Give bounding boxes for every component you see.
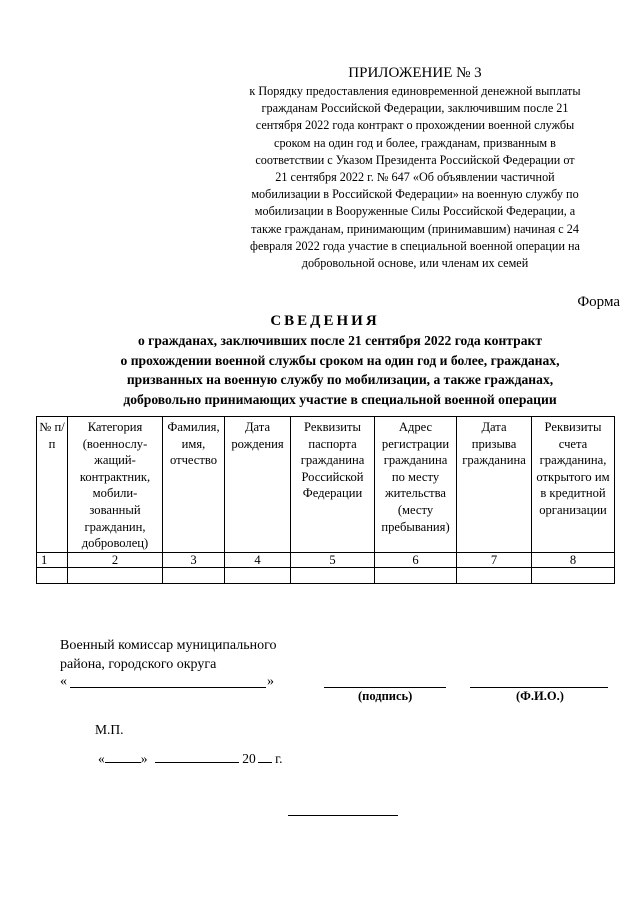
district-close-quote: » [267,674,274,689]
column-number: 1 [37,553,68,568]
column-number: 3 [163,553,225,568]
header-cell-number: № п/п [37,417,68,553]
column-number: 8 [532,553,615,568]
table-row [37,568,615,584]
header-cell-passport: Реквизиты паспорта гражданина Российской Федерации [291,417,375,553]
column-number: 4 [225,553,291,568]
appendix-block [248,64,582,272]
table-cell [457,568,532,584]
year-blank [258,750,272,763]
subtitle-line: о гражданах, заключивших после 21 сентября 2022 года контракт [137,333,543,348]
table-cell [225,568,291,584]
column-number: 6 [375,553,457,568]
district-name-line [70,674,266,688]
header-cell-call-date: Дата призыва гражданина [457,417,532,553]
header-cell-account: Реквизиты счета гражданина, открытого им в кредитной организации [532,417,615,553]
column-number: 7 [457,553,532,568]
document-subtitle [80,331,600,409]
year-prefix: 20 [242,751,256,766]
column-number: 2 [68,553,163,568]
footer-rule [288,814,398,816]
day-blank [105,750,141,763]
subtitle-line: призванных на военную службу по мобилизации, а также гражданах, [126,372,554,387]
subtitle-line: добровольно принимающих участие в специальной военной операции [123,391,557,407]
header-cell-birthdate: Дата рождения [225,417,291,553]
table-cell [68,568,163,584]
appendix-title: ПРИЛОЖЕНИЕ № 3 [348,65,482,81]
table-cell [375,568,457,584]
name-caption: (Ф.И.О.) [516,689,564,703]
header-cell-address: Адрес регистрации гражданина по месту жительства (месту пребывания) [375,417,457,553]
document-title: СВЕДЕНИЯ [270,313,380,329]
table-header-row [37,417,615,553]
commissar-line-2: района, городского округа [60,657,217,672]
district-open-quote: « [60,674,67,689]
appendix-text: к Порядку предоставления единовременной денежной выплаты гражданам Российской Федерации, заключившим после 21 сентября 2022 года контракт о прохождении военной службы сроком на один год и более, гражданам, призванным в соответствии с Указом Президента Российской Федерации от 21 сентября 2022 г. № 647 «Об объявлении частичной мобилизации в Российской Федерации» на военную службу по мобилизации в Вооруженные Силы Российской Федерации, а также гражданам, принимающим (принимавшим) начиная с 24 февраля 2022 года участие в специальной военной операции на добровольной основе, или членам их семей [249,84,581,271]
date-close-quote: » [140,751,148,766]
signature-line [324,674,446,688]
table-number-row [37,553,615,568]
header-cell-fullname: Фамилия, имя, отчество [163,417,225,553]
name-line [470,674,608,688]
subtitle-line: о прохождении военной службы сроком на один год и более, гражданах, [120,352,560,368]
stamp-place: М.П. [95,722,124,737]
commissar-line-1: Военный комиссар муниципального [60,638,277,653]
info-table [36,416,615,584]
table-cell [163,568,225,584]
month-blank [155,750,239,763]
date-open-quote: « [98,751,105,766]
form-label: Форма [577,294,620,310]
date-field [98,750,283,767]
column-number: 5 [291,553,375,568]
table-cell [291,568,375,584]
year-suffix: г. [275,751,283,766]
header-cell-category: Категория (военнослу-жащий-контрактник, мобили-зованный гражданин, доброволец) [68,417,163,553]
table-cell [37,568,68,584]
signature-caption: (подпись) [358,689,413,703]
commissar-label [60,636,277,674]
table-cell [532,568,615,584]
